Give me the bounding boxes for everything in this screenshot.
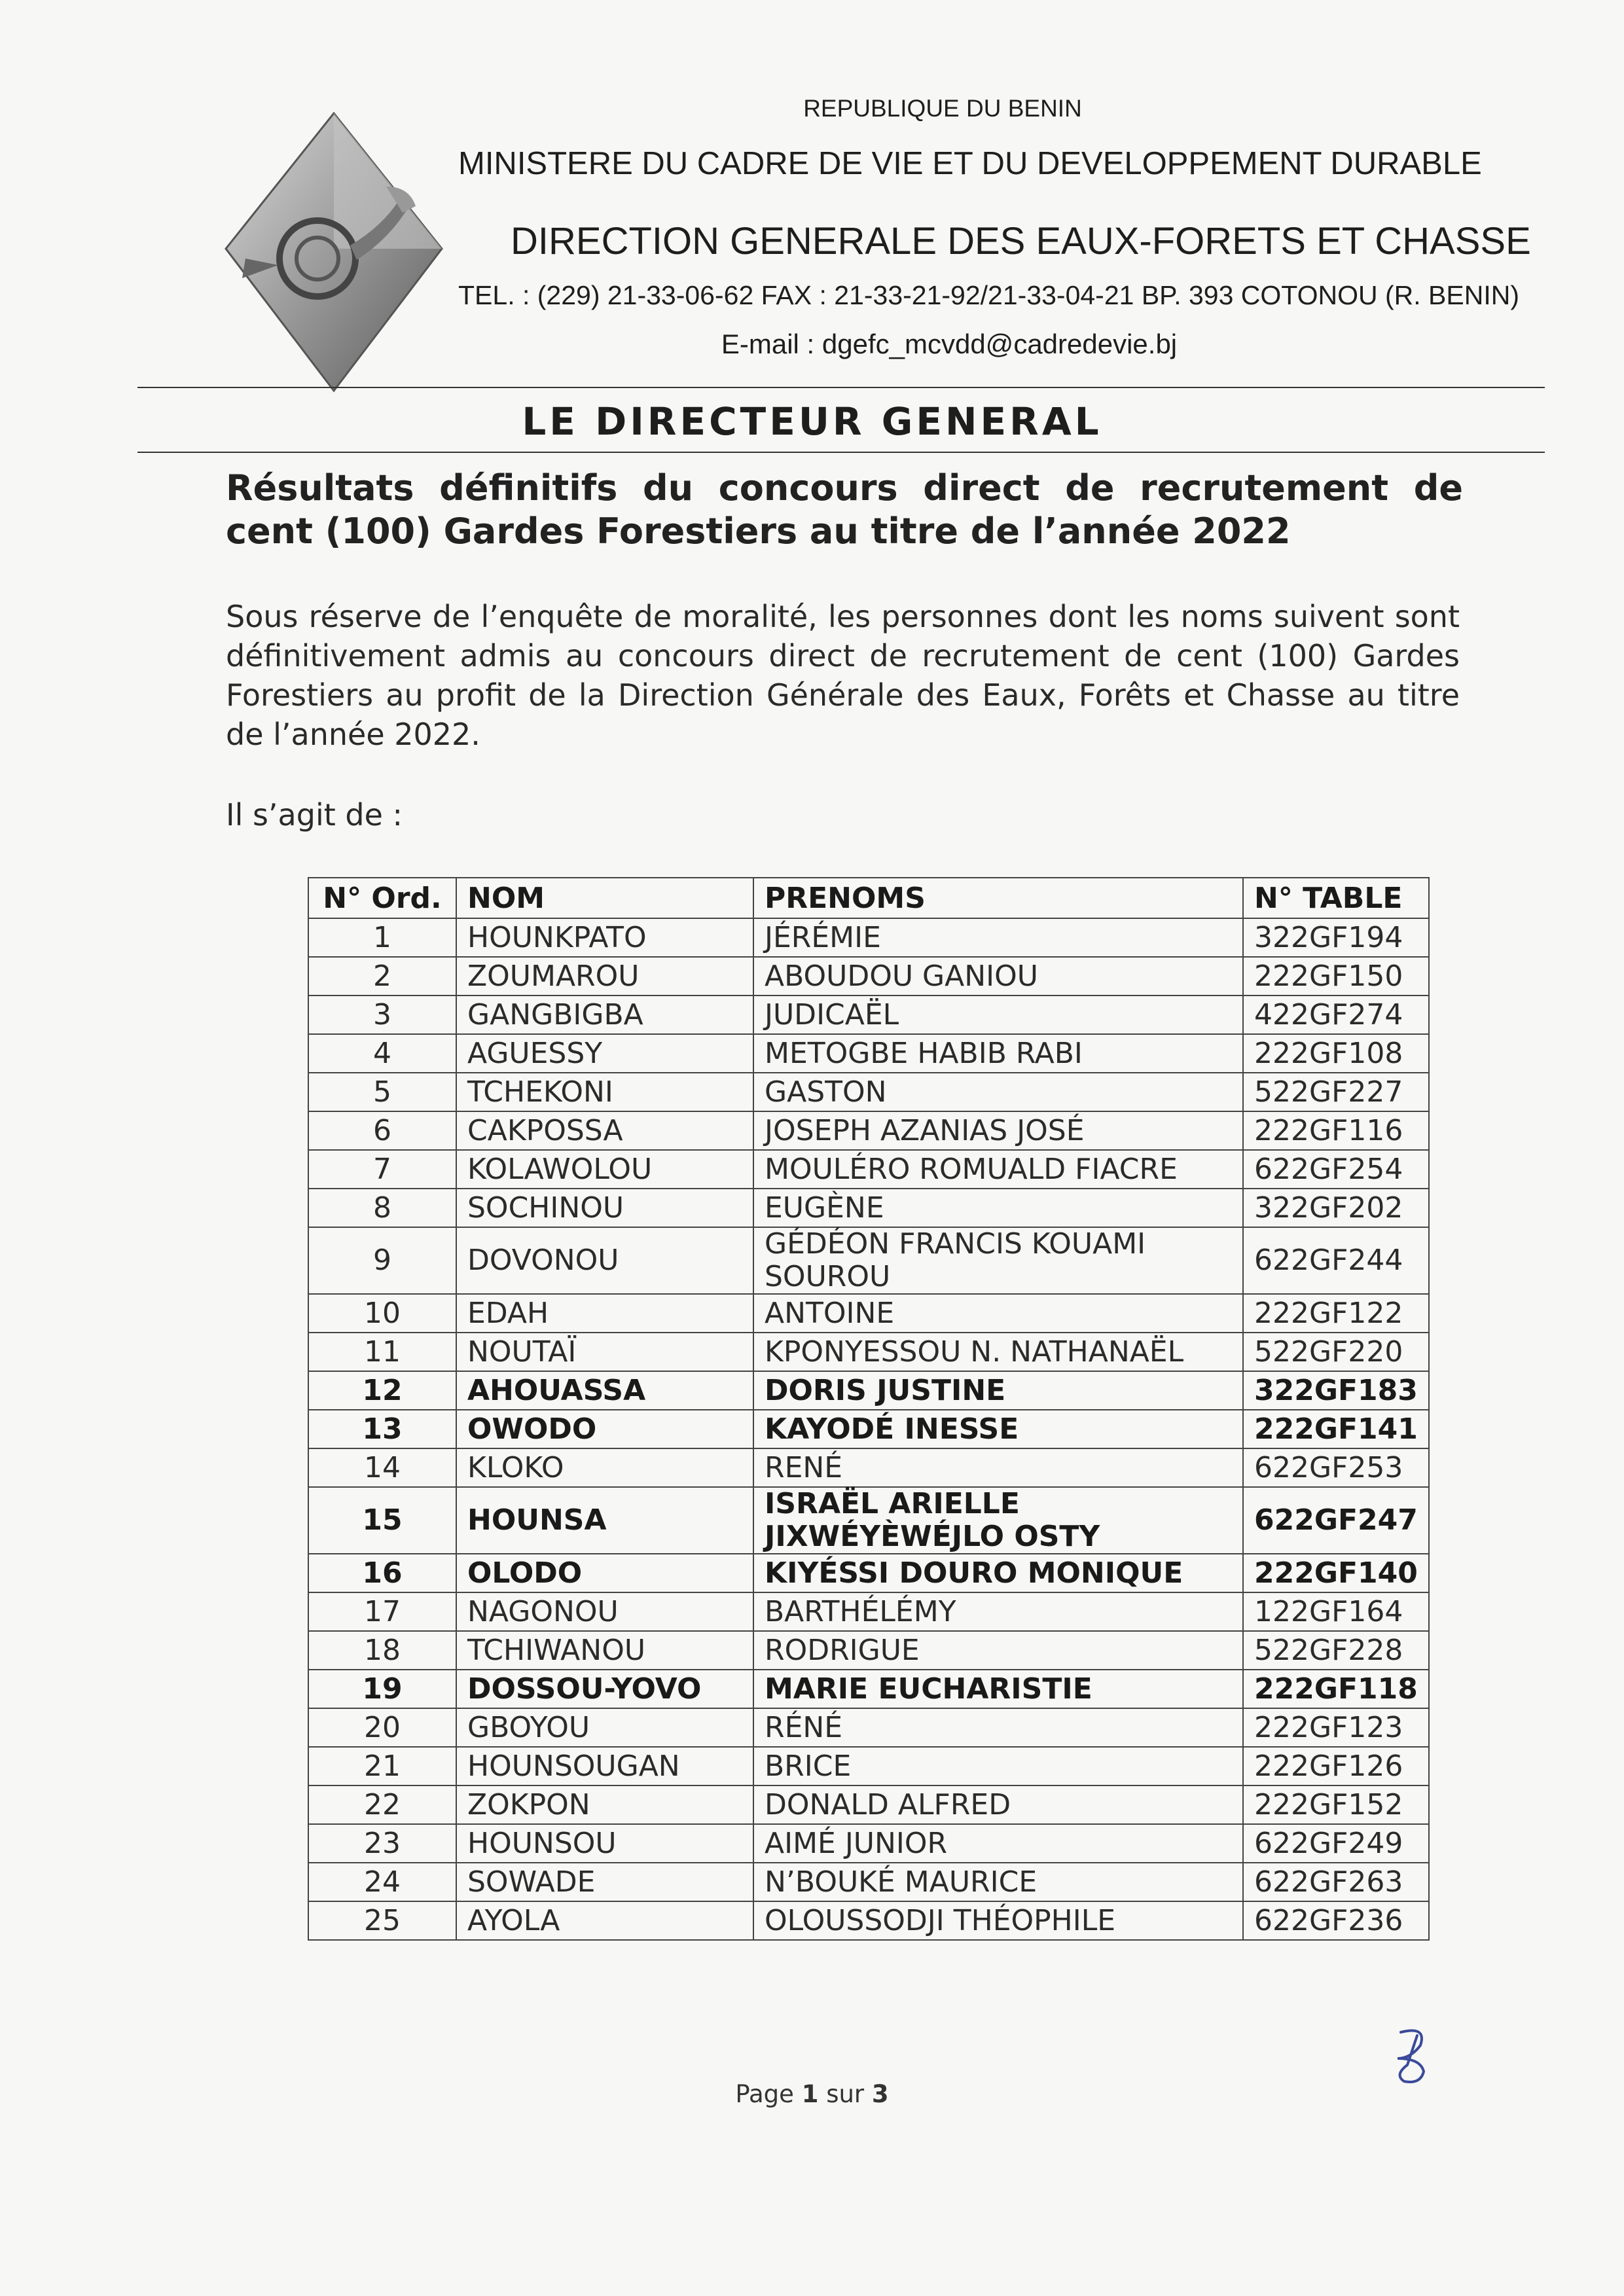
table-row [308, 1448, 1429, 1487]
cell-table-number: 222GF118 [1243, 1670, 1429, 1708]
table-row [308, 918, 1429, 957]
cell-name: TCHEKONI [456, 1073, 753, 1111]
cell-firstnames: GASTON [753, 1073, 1243, 1111]
cell-table-number: 222GF123 [1243, 1708, 1429, 1747]
table-row [308, 1073, 1429, 1111]
cell-table-number: 522GF227 [1243, 1073, 1429, 1111]
cell-firstnames: BARTHÉLÉMY [753, 1592, 1243, 1631]
cell-table-number: 222GF116 [1243, 1111, 1429, 1150]
cell-name: AGUESSY [456, 1034, 753, 1073]
cell-order: 25 [308, 1901, 456, 1940]
cell-table-number: 222GF150 [1243, 957, 1429, 996]
cell-name: HOUNSOU [456, 1824, 753, 1863]
cell-table-number: 622GF253 [1243, 1448, 1429, 1487]
cell-firstnames: ABOUDOU GANIOU [753, 957, 1243, 996]
page-total: 3 [871, 2080, 889, 2108]
table-row [308, 1034, 1429, 1073]
cell-order: 12 [308, 1371, 456, 1410]
table-row [308, 1150, 1429, 1189]
intro-paragraph: Sous réserve de l’enquête de moralité, les personnes dont les noms suivent sont définitivement admis au concours direct de recrutement de cent (100) Gardes Forestiers au profit de la Direction Générale des Eaux, Forêts et Chasse au titre de l’année 2022. [226, 599, 1460, 752]
republic-name: REPUBLIQUE DU BENIN [803, 95, 1082, 122]
cell-order: 6 [308, 1111, 456, 1150]
cell-firstnames: METOGBE HABIB RABI [753, 1034, 1243, 1073]
cell-firstnames: ANTOINE [753, 1294, 1243, 1333]
cell-order: 17 [308, 1592, 456, 1631]
list-lead-text: Il s’agit de : [226, 797, 403, 833]
cell-name: ZOKPON [456, 1785, 753, 1824]
cell-name: SOCHINOU [456, 1189, 753, 1227]
table-row [308, 1371, 1429, 1410]
cell-table-number: 322GF183 [1243, 1371, 1429, 1410]
cell-firstnames: RODRIGUE [753, 1631, 1243, 1670]
table-row [308, 1901, 1429, 1940]
cell-order: 7 [308, 1150, 456, 1189]
cell-order: 8 [308, 1189, 456, 1227]
cell-firstnames: GÉDÉON FRANCIS KOUAMI SOUROU [753, 1227, 1243, 1294]
cell-table-number: 222GF122 [1243, 1294, 1429, 1333]
cell-table-number: 522GF228 [1243, 1631, 1429, 1670]
cell-table-number: 322GF194 [1243, 918, 1429, 957]
table-row [308, 1410, 1429, 1448]
cell-firstnames: DORIS JUSTINE [753, 1371, 1243, 1410]
cell-table-number: 522GF220 [1243, 1333, 1429, 1371]
col-header-order: N° Ord. [308, 878, 456, 918]
cell-table-number: 422GF274 [1243, 996, 1429, 1034]
cell-order: 3 [308, 996, 456, 1034]
cell-table-number: 122GF164 [1243, 1592, 1429, 1631]
table-row [308, 1227, 1429, 1294]
cell-firstnames: RENÉ [753, 1448, 1243, 1487]
results-table [308, 877, 1430, 1941]
cell-order: 21 [308, 1747, 456, 1785]
cell-name: OWODO [456, 1410, 753, 1448]
table-row [308, 1294, 1429, 1333]
cell-firstnames: AIMÉ JUNIOR [753, 1824, 1243, 1863]
cell-firstnames: KPONYESSOU N. NATHANAËL [753, 1333, 1243, 1371]
cell-table-number: 622GF244 [1243, 1227, 1429, 1294]
table-row [308, 1189, 1429, 1227]
cell-name: NOUTAÏ [456, 1333, 753, 1371]
cell-name: AYOLA [456, 1901, 753, 1940]
cell-firstnames: JOSEPH AZANIAS JOSÉ [753, 1111, 1243, 1150]
cell-name: DOSSOU-YOVO [456, 1670, 753, 1708]
cell-name: OLODO [456, 1554, 753, 1592]
table-row [308, 1670, 1429, 1708]
col-header-name: NOM [456, 878, 753, 918]
divider-bottom [137, 452, 1545, 453]
cell-name: CAKPOSSA [456, 1111, 753, 1150]
cell-firstnames: JUDICAËL [753, 996, 1243, 1034]
cell-order: 24 [308, 1863, 456, 1901]
forestry-emblem-icon [219, 108, 448, 396]
cell-firstnames: RÉNÉ [753, 1708, 1243, 1747]
table-row [308, 1111, 1429, 1150]
cell-order: 11 [308, 1333, 456, 1371]
cell-table-number: 222GF126 [1243, 1747, 1429, 1785]
table-row [308, 957, 1429, 996]
cell-name: GANGBIGBA [456, 996, 753, 1034]
cell-firstnames: MARIE EUCHARISTIE [753, 1670, 1243, 1708]
cell-order: 19 [308, 1670, 456, 1708]
cell-firstnames: N’BOUKÉ MAURICE [753, 1863, 1243, 1901]
cell-name: DOVONOU [456, 1227, 753, 1294]
cell-order: 15 [308, 1487, 456, 1554]
divider-top [137, 387, 1545, 388]
cell-order: 23 [308, 1824, 456, 1863]
direction-name: DIRECTION GENERALE DES EAUX-FORETS ET CHASSE [511, 220, 1531, 262]
cell-firstnames: EUGÈNE [753, 1189, 1243, 1227]
table-header-row [308, 878, 1429, 918]
page-current: 1 [801, 2080, 819, 2108]
cell-table-number: 622GF249 [1243, 1824, 1429, 1863]
cell-order: 5 [308, 1073, 456, 1111]
table-row [308, 1863, 1429, 1901]
cell-table-number: 222GF141 [1243, 1410, 1429, 1448]
cell-firstnames: KIYÉSSI DOURO MONIQUE [753, 1554, 1243, 1592]
contact-details: TEL. : (229) 21-33-06-62 FAX : 21-33-21-92/21-33-04-21 BP. 393 COTONOU (R. BENIN) [458, 280, 1520, 310]
cell-name: KLOKO [456, 1448, 753, 1487]
cell-name: KOLAWOLOU [456, 1150, 753, 1189]
cell-firstnames: OLOUSSODJI THÉOPHILE [753, 1901, 1243, 1940]
table-row [308, 1708, 1429, 1747]
cell-order: 9 [308, 1227, 456, 1294]
cell-name: HOUNSA [456, 1487, 753, 1554]
cell-order: 14 [308, 1448, 456, 1487]
cell-table-number: 222GF108 [1243, 1034, 1429, 1073]
col-header-table-number: N° TABLE [1243, 878, 1429, 918]
cell-firstnames: DONALD ALFRED [753, 1785, 1243, 1824]
cell-name: TCHIWANOU [456, 1631, 753, 1670]
cell-order: 13 [308, 1410, 456, 1448]
table-row [308, 996, 1429, 1034]
table-row [308, 1747, 1429, 1785]
cell-table-number: 222GF152 [1243, 1785, 1429, 1824]
authority-heading: LE DIRECTEUR GENERAL [522, 399, 1102, 444]
table-row [308, 1333, 1429, 1371]
cell-name: HOUNSOUGAN [456, 1747, 753, 1785]
email-address: E-mail : dgefc_mcvdd@cadredevie.bj [721, 329, 1178, 359]
cell-firstnames: KAYODÉ INESSE [753, 1410, 1243, 1448]
cell-table-number: 622GF254 [1243, 1150, 1429, 1189]
table-row [308, 1785, 1429, 1824]
cell-order: 22 [308, 1785, 456, 1824]
page-middle: sur [818, 2080, 872, 2108]
table-row [308, 1824, 1429, 1863]
cell-name: ZOUMAROU [456, 957, 753, 996]
table-row [308, 1631, 1429, 1670]
cell-firstnames: MOULÉRO ROMUALD FIACRE [753, 1150, 1243, 1189]
cell-table-number: 322GF202 [1243, 1189, 1429, 1227]
table-row [308, 1592, 1429, 1631]
cell-name: SOWADE [456, 1863, 753, 1901]
handwritten-initials [1381, 2022, 1440, 2088]
cell-order: 4 [308, 1034, 456, 1073]
cell-name: AHOUASSA [456, 1371, 753, 1410]
col-header-firstnames: PRENOMS [753, 878, 1243, 918]
table-row [308, 1554, 1429, 1592]
cell-order: 10 [308, 1294, 456, 1333]
cell-order: 18 [308, 1631, 456, 1670]
cell-name: GBOYOU [456, 1708, 753, 1747]
cell-order: 1 [308, 918, 456, 957]
document-title: Résultats définitifs du concours direct de recrutement de cent (100) Gardes Forestiers au titre de l’année 2022 [226, 467, 1463, 552]
cell-firstnames: ISRAËL ARIELLE JIXWÉYÈWÉJLO OSTY [753, 1487, 1243, 1554]
cell-firstnames: BRICE [753, 1747, 1243, 1785]
page-footer [0, 2080, 1624, 2108]
cell-name: HOUNKPATO [456, 918, 753, 957]
table-row [308, 1487, 1429, 1554]
cell-firstnames: JÉRÉMIE [753, 918, 1243, 957]
ministry-name: MINISTERE DU CADRE DE VIE ET DU DEVELOPPEMENT DURABLE [458, 146, 1482, 181]
cell-name: NAGONOU [456, 1592, 753, 1631]
cell-table-number: 622GF247 [1243, 1487, 1429, 1554]
cell-table-number: 622GF263 [1243, 1863, 1429, 1901]
cell-order: 2 [308, 957, 456, 996]
cell-table-number: 222GF140 [1243, 1554, 1429, 1592]
cell-order: 16 [308, 1554, 456, 1592]
cell-order: 20 [308, 1708, 456, 1747]
page-prefix: Page [735, 2080, 802, 2108]
cell-name: EDAH [456, 1294, 753, 1333]
cell-table-number: 622GF236 [1243, 1901, 1429, 1940]
